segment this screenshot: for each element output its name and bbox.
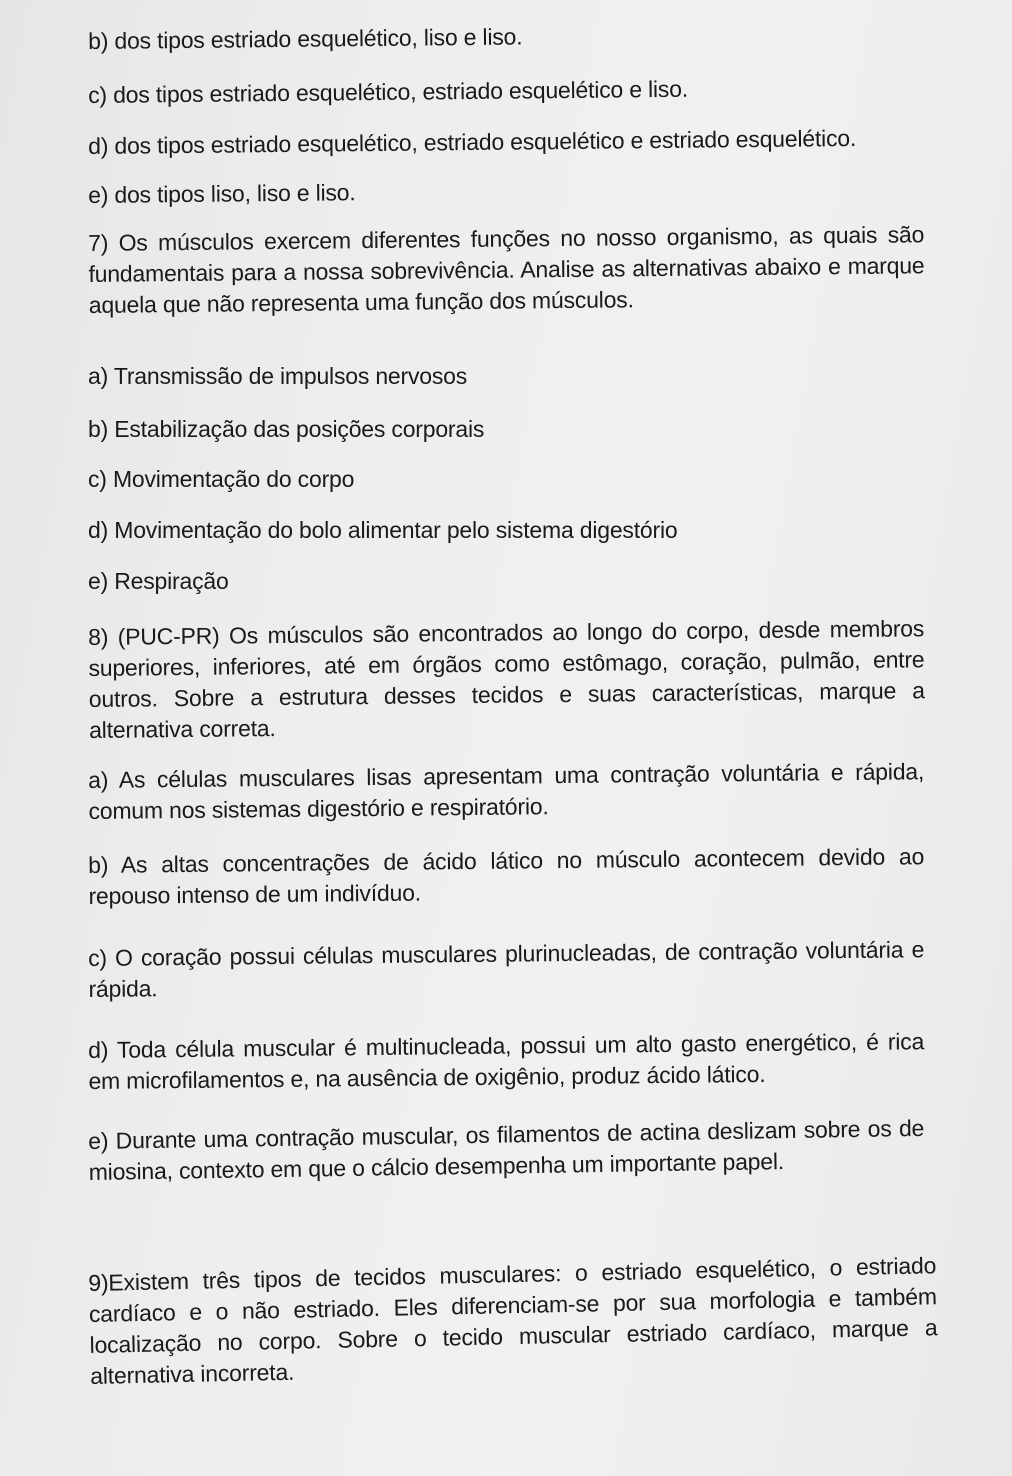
- q7-option-d: d) Movimentação do bolo alimentar pelo sistema digestório: [88, 517, 678, 543]
- q7-option-a: a) Transmissão de impulsos nervosos: [88, 363, 468, 389]
- q8-stem: 8) (PUC-PR) Os músculos são encontrados ao longo do corpo, desde membros superiores, inferiores, até em órgãos como estômago, coração, pulmão, entre outros. Sobre a estrutura desses tecidos e suas características, marque a alternativa correta.: [88, 615, 925, 743]
- q8-option-e: e) Durante uma contração muscular, os filamentos de actina deslizam sobre os de miosina, contexto em que o cálcio desempenha um importante papel.: [88, 1114, 925, 1185]
- q6-option-c: c) dos tipos estriado esquelético, estriado esquelético e liso.: [88, 75, 689, 108]
- q6-option-e: e) dos tipos liso, liso e liso.: [88, 179, 356, 208]
- q6-option-b: b) dos tipos estriado esquelético, liso e liso.: [88, 23, 523, 54]
- q8-option-b: b) As altas concentrações de ácido lático no músculo acontecem devido ao repouso intenso de um indivíduo.: [88, 843, 925, 909]
- q7-option-e: e) Respiração: [88, 568, 229, 594]
- q8-option-d: d) Toda célula muscular é multinucleada, possui um alto gasto energético, é rica em microfilamentos e, na ausência de oxigênio, produz ácido lático.: [88, 1028, 925, 1094]
- q6-option-d: d) dos tipos estriado esquelético, estriado esquelético e estriado esquelético.: [88, 124, 857, 159]
- q8-option-a: a) As células musculares lisas apresentam uma contração voluntária e rápida, comum nos sistemas digestório e respiratório.: [88, 758, 925, 824]
- q7-option-b: b) Estabilização das posições corporais: [88, 416, 485, 442]
- q9-stem: 9)Existem três tipos de tecidos musculares: o estriado esquelético, o estriado cardíaco e o não estriado. Eles diferenciam-se por sua morfologia e também localização no corpo. Sobre o tecido muscular estriado cardíaco, marque a alternativa incorreta.: [88, 1252, 938, 1389]
- q8-option-c: c) O coração possui células musculares plurinucleadas, de contração voluntária e rápida.: [88, 936, 925, 1002]
- q7-stem: 7) Os músculos exercem diferentes funções no nosso organismo, as quais são fundamentais para a nossa sobrevivência. Analise as alternativas abaixo e marque aquela que não representa uma função dos músculos.: [88, 221, 925, 318]
- q7-option-c: c) Movimentação do corpo: [88, 466, 355, 492]
